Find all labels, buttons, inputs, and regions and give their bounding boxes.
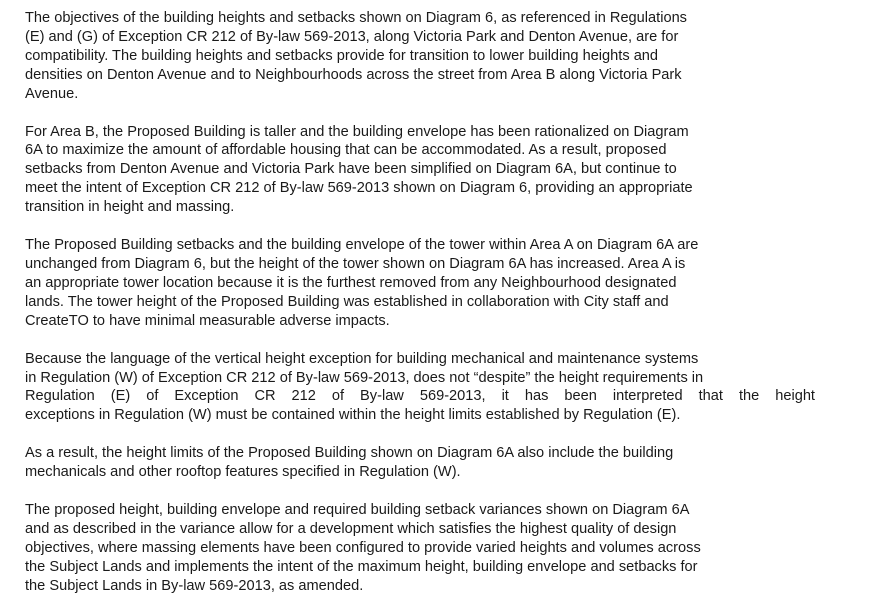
text-line: and as described in the variance allow for a development which satisfies the highest quality of design <box>25 520 677 537</box>
text-line: compatibility. The building heights and setbacks provide for transition to lower building heights and <box>25 47 659 64</box>
paragraph-objectives <box>25 9 815 104</box>
text-line: Because the language of the vertical height exception for building mechanical and maintenance systems <box>25 350 699 367</box>
text-line: unchanged from Diagram 6, but the height of the tower shown on Diagram 6A has increased. Area A is <box>25 255 686 272</box>
text-line: Regulation (E) of Exception CR 212 of By-law 569-2013, it has been interpreted that the height <box>25 388 815 405</box>
text-line: the Subject Lands and implements the intent of the maximum height, building envelope and setbacks for <box>25 558 698 575</box>
paragraph-area-b <box>25 123 815 218</box>
text-line: The proposed height, building envelope and required building setback variances shown on Diagram 6A <box>25 502 690 519</box>
text-line: Avenue. <box>25 85 79 102</box>
text-line: mechanicals and other rooftop features specified in Regulation (W). <box>25 464 461 481</box>
paragraph-height-exception <box>25 350 815 426</box>
paragraph-height-limits <box>25 444 815 482</box>
text-line: 6A to maximize the amount of affordable housing that can be accommodated. As a result, proposed <box>25 142 667 159</box>
text-line: transition in height and massing. <box>25 199 235 216</box>
text-line: the Subject Lands in By-law 569-2013, as amended. <box>25 577 364 594</box>
text-line: (E) and (G) of Exception CR 212 of By-law 569-2013, along Victoria Park and Denton Avenue, are for <box>25 28 679 45</box>
text-line: CreateTO to have minimal measurable adverse impacts. <box>25 312 390 329</box>
text-line: an appropriate tower location because it is the furthest removed from any Neighbourhood designated <box>25 274 677 291</box>
text-line: exceptions in Regulation (W) must be contained within the height limits established by Regulation (E). <box>25 407 681 424</box>
text-line: objectives, where massing elements have been configured to provide varied heights and volumes across <box>25 539 701 556</box>
text-line: meet the intent of Exception CR 212 of By-law 569-2013 shown on Diagram 6, providing an appropriate <box>25 180 693 197</box>
text-line: As a result, the height limits of the Proposed Building shown on Diagram 6A also include the building <box>25 445 674 462</box>
text-line: The objectives of the building heights and setbacks shown on Diagram 6, as referenced in Regulations <box>25 10 687 26</box>
text-line: The Proposed Building setbacks and the building envelope of the tower within Area A on Diagram 6A are <box>25 237 699 254</box>
paragraph-variances <box>25 501 815 596</box>
text-line: setbacks from Denton Avenue and Victoria Park have been simplified on Diagram 6A, but continue to <box>25 161 677 178</box>
text-line: densities on Denton Avenue and to Neighbourhoods across the street from Area B along Victoria Park <box>25 66 682 83</box>
text-line: For Area B, the Proposed Building is taller and the building envelope has been rationalized on Diagram <box>25 123 689 140</box>
paragraph-area-a <box>25 236 815 331</box>
text-line: lands. The tower height of the Proposed Building was established in collaboration with City staff and <box>25 293 669 310</box>
document-body <box>25 9 815 615</box>
text-line: in Regulation (W) of Exception CR 212 of By-law 569-2013, does not “despite” the height requirements in <box>25 369 704 386</box>
